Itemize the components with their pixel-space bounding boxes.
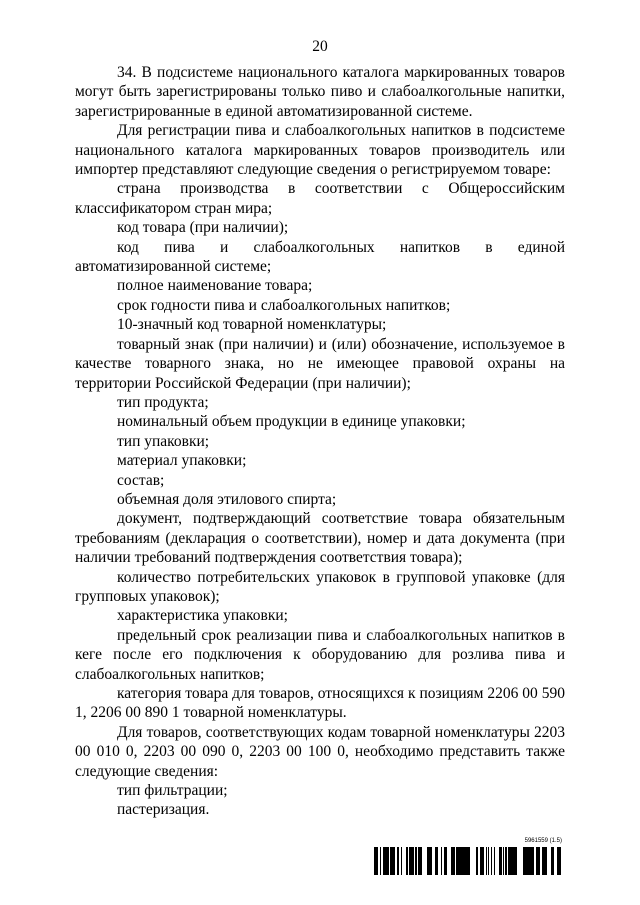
paragraph: код пива и слабоалкогольных напитков в единой автоматизированной системе; (75, 238, 565, 276)
paragraph: пастеризация. (117, 801, 210, 819)
barcode-icon (374, 847, 562, 875)
document-stamp: 5961559 (1.5) (524, 838, 562, 844)
document-body (75, 63, 565, 820)
paragraph: характеристика упаковки; (117, 607, 288, 625)
paragraph: срок годности пива и слабоалкогольных напитков; (117, 296, 451, 314)
paragraph: категория товара для товаров, относящихся к позициям 2206 00 590 1, 2206 00 890 1 товарной номенклатуры. (75, 685, 565, 722)
paragraph: 10-значный код товарной номенклатуры; (117, 316, 387, 334)
paragraph: Для регистрации пива и слабоалкогольных напитков в подсистеме национального каталога маркированных товаров производитель или импортер представляют следующие сведения о регистрируемом товаре: (75, 122, 565, 179)
paragraph: 34. В подсистеме национального каталога маркированных товаров могут быть зарегистрированы только пиво и слабоалкогольные напитки, зарегистрированные в единой автоматизированной системе. (75, 64, 565, 120)
paragraph: материал упаковки; (117, 452, 247, 470)
page-number: 20 (312, 38, 328, 55)
paragraph: номинальный объем продукции в единице упаковки; (117, 413, 466, 431)
paragraph: тип фильтрации; (117, 782, 228, 800)
paragraph: страна производства в соответствии с Общероссийским классификатором стран мира; (75, 180, 565, 217)
paragraph: тип продукта; (117, 393, 209, 411)
paragraph: состав; (117, 471, 165, 489)
paragraph: тип упаковки; (117, 432, 210, 450)
paragraph: количество потребительских упаковок в групповой упаковке (для групповых упаковок); (75, 568, 565, 605)
paragraph: предельный срок реализации пива и слабоалкогольных напитков в кеге после его подключения к оборудованию для розлива пива и слабоалкогольных напитков; (75, 626, 565, 683)
paragraph: документ, подтверждающий соответствие товара обязательным требованиям (декларация о соответствии), номер и дата документа (при наличии требований подтверждения соответствия товара); (75, 510, 565, 567)
paragraph: код товара (при наличии); (117, 219, 289, 237)
paragraph: полное наименование товара; (117, 277, 313, 295)
paragraph: товарный знак (при наличии) и (или) обозначение, используемое в качестве товарного знака, но не имеющее правовой охраны на территории Российской Федерации (при наличии); (75, 335, 565, 392)
paragraph: Для товаров, соответствующих кодам товарной номенклатуры 2203 00 010 0, 2203 00 090 0, 2203 00 100 0, необходимо представить также следующие сведения: (75, 723, 565, 780)
paragraph: объемная доля этилового спирта; (117, 490, 337, 508)
